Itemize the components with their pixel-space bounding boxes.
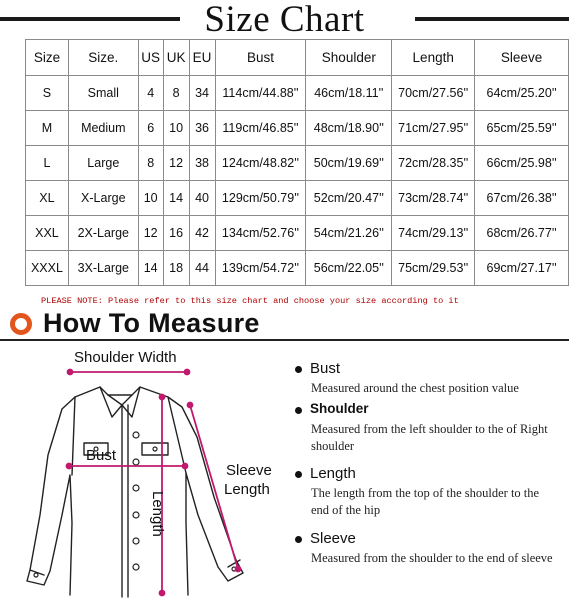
- table-cell: 68cm/26.77'': [475, 216, 569, 251]
- bust-heading: Bust: [310, 360, 341, 377]
- table-cell: X-Large: [68, 181, 138, 216]
- table-cell: 6: [138, 111, 163, 146]
- table-cell: Medium: [68, 111, 138, 146]
- bust-label: Bust: [86, 447, 117, 464]
- bullet-icon: [295, 366, 302, 373]
- table-cell: 36: [189, 111, 215, 146]
- length-description: The length from the top of the shoulder to the end of the hip: [311, 486, 540, 517]
- table-cell: 4: [138, 76, 163, 111]
- table-cell: XXXL: [26, 251, 69, 286]
- size-chart-header: [0, 0, 569, 38]
- table-cell: 2X-Large: [68, 216, 138, 251]
- sleeve-heading: Sleeve: [310, 530, 356, 547]
- column-header: Size: [26, 40, 69, 76]
- bullet-icon: [295, 536, 302, 543]
- table-cell: 3X-Large: [68, 251, 138, 286]
- column-header: US: [138, 40, 163, 76]
- table-row: [26, 76, 569, 111]
- length-label: Length: [149, 491, 166, 537]
- table-row: [26, 181, 569, 216]
- table-cell: 75cm/29.53'': [392, 251, 475, 286]
- table-cell: XXL: [26, 216, 69, 251]
- shoulder-heading: Shoulder: [310, 401, 369, 416]
- length-heading: Length: [310, 465, 356, 482]
- table-cell: 12: [138, 216, 163, 251]
- shoulder-width-label: Shoulder Width: [74, 349, 177, 366]
- table-cell: 134cm/52.76'': [215, 216, 306, 251]
- sleeve-label-line2: Length: [224, 481, 270, 498]
- section-divider: [0, 339, 569, 341]
- table-cell: 14: [163, 181, 189, 216]
- table-cell: 67cm/26.38'': [475, 181, 569, 216]
- table-cell: 70cm/27.56'': [392, 76, 475, 111]
- table-cell: 74cm/29.13'': [392, 216, 475, 251]
- bullet-icon: [295, 471, 302, 478]
- table-cell: 69cm/27.17'': [475, 251, 569, 286]
- column-header: Bust: [215, 40, 306, 76]
- table-cell: 50cm/19.69'': [306, 146, 392, 181]
- table-row: [26, 216, 569, 251]
- column-header: Sleeve: [475, 40, 569, 76]
- table-header-row: [26, 40, 569, 76]
- bust-description: Measured around the chest position value: [311, 381, 519, 395]
- table-cell: 56cm/22.05'': [306, 251, 392, 286]
- shirt-diagram: [0, 345, 300, 600]
- circle-icon: [10, 313, 32, 335]
- table-cell: 64cm/25.20'': [475, 76, 569, 111]
- table-row: [26, 111, 569, 146]
- table-cell: 72cm/28.35'': [392, 146, 475, 181]
- table-cell: Small: [68, 76, 138, 111]
- table-cell: 12: [163, 146, 189, 181]
- column-header: EU: [189, 40, 215, 76]
- table-row: [26, 146, 569, 181]
- table-cell: 16: [163, 216, 189, 251]
- size-table: [25, 39, 569, 286]
- table-cell: 65cm/25.59'': [475, 111, 569, 146]
- table-cell: 71cm/27.95'': [392, 111, 475, 146]
- table-cell: M: [26, 111, 69, 146]
- table-cell: 73cm/28.74'': [392, 181, 475, 216]
- column-header: Size.: [68, 40, 138, 76]
- table-cell: 10: [163, 111, 189, 146]
- table-cell: 8: [138, 146, 163, 181]
- table-row: [26, 251, 569, 286]
- sleeve-label-line1: Sleeve: [226, 462, 272, 479]
- table-cell: 18: [163, 251, 189, 286]
- size-note: PLEASE NOTE: Please refer to this size chart and choose your size according to it: [41, 296, 459, 306]
- page-title: Size Chart: [192, 0, 376, 40]
- table-cell: 42: [189, 216, 215, 251]
- table-cell: 46cm/18.11'': [306, 76, 392, 111]
- table-cell: 66cm/25.98'': [475, 146, 569, 181]
- table-cell: 119cm/46.85'': [215, 111, 306, 146]
- table-cell: 14: [138, 251, 163, 286]
- table-cell: 52cm/20.47'': [306, 181, 392, 216]
- table-cell: 54cm/21.26'': [306, 216, 392, 251]
- table-cell: Large: [68, 146, 138, 181]
- bullet-icon: [295, 407, 302, 414]
- shoulder-description: Measured from the left shoulder to the of Right shoulder: [311, 422, 548, 453]
- table-cell: 34: [189, 76, 215, 111]
- table-cell: 139cm/54.72'': [215, 251, 306, 286]
- table-cell: L: [26, 146, 69, 181]
- sleeve-description: Measured from the shoulder to the end of sleeve: [311, 551, 553, 565]
- table-cell: XL: [26, 181, 69, 216]
- table-cell: 40: [189, 181, 215, 216]
- table-cell: 44: [189, 251, 215, 286]
- table-cell: S: [26, 76, 69, 111]
- table-cell: 8: [163, 76, 189, 111]
- table-cell: 124cm/48.82'': [215, 146, 306, 181]
- table-cell: 114cm/44.88'': [215, 76, 306, 111]
- column-header: Length: [392, 40, 475, 76]
- column-header: Shoulder: [306, 40, 392, 76]
- column-header: UK: [163, 40, 189, 76]
- table-cell: 10: [138, 181, 163, 216]
- section-title: How To Measure: [43, 308, 260, 338]
- table-cell: 38: [189, 146, 215, 181]
- table-cell: 129cm/50.79'': [215, 181, 306, 216]
- table-cell: 48cm/18.90'': [306, 111, 392, 146]
